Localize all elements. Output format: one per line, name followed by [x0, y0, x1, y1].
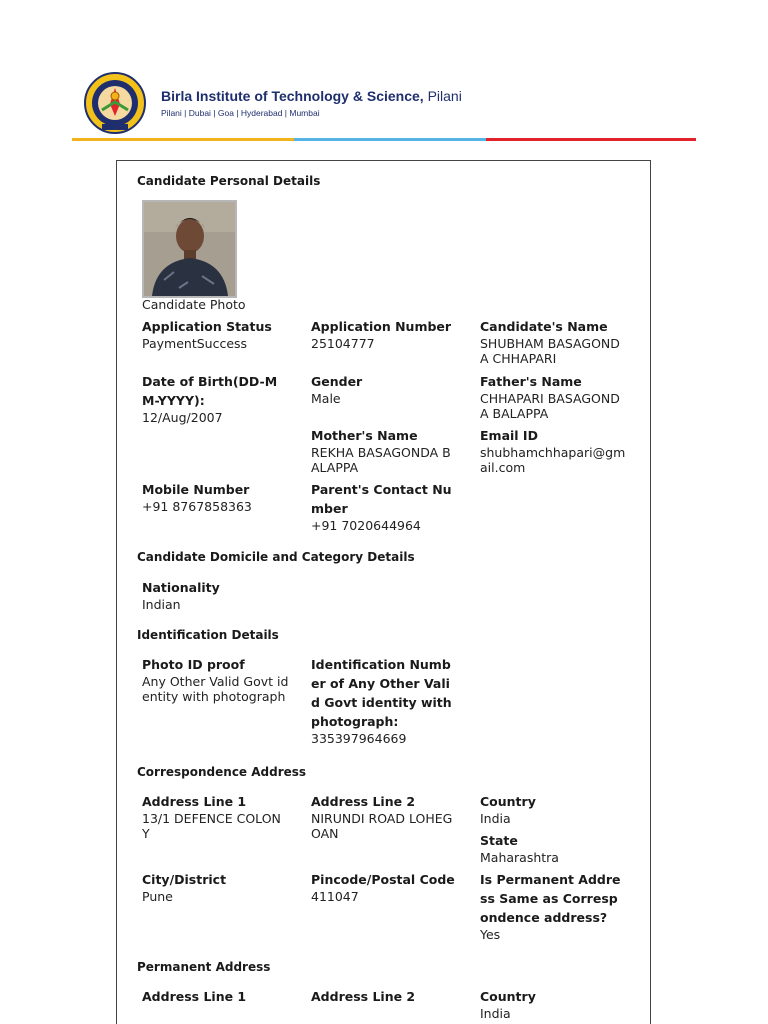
field-perm-country: Country India — [480, 989, 536, 1021]
candidate-photo-image — [144, 202, 235, 296]
candidate-photo — [142, 200, 237, 298]
section-title-permanent: Permanent Address — [137, 960, 271, 974]
field-corr-pincode: Pincode/Postal Code 411047 — [311, 872, 455, 904]
field-mother-name: Mother's Name REKHA BASAGONDA BALAPPA — [311, 428, 451, 475]
section-title-correspondence: Correspondence Address — [137, 765, 307, 779]
field-identification-number: Identification Number of Any Other Valid Govt identity with photograph: 335397964669 — [311, 657, 452, 746]
header-divider — [72, 138, 696, 141]
institute-name: Birla Institute of Technology & Science, Pilani — [161, 88, 462, 104]
application-details-card — [116, 160, 651, 1024]
photo-caption: Candidate Photo — [142, 297, 246, 312]
field-mobile-number: Mobile Number +91 8767858363 — [142, 482, 252, 514]
field-gender: Gender Male — [311, 374, 363, 406]
field-photo-id-proof: Photo ID proof Any Other Valid Govt identity with photograph — [142, 657, 289, 704]
field-application-status: Application Status PaymentSuccess — [142, 319, 272, 351]
section-title-identification: Identification Details — [137, 628, 279, 642]
field-corr-city: City/District Pune — [142, 872, 227, 904]
field-nationality: Nationality Indian — [142, 580, 220, 612]
field-father-name: Father's Name CHHAPARI BASAGONDA BALAPPA — [480, 374, 620, 421]
field-perm-address-line-2: Address Line 2 — [311, 989, 416, 1004]
field-parent-contact: Parent's Contact Number +91 7020644964 — [311, 482, 452, 533]
institute-header — [78, 70, 698, 142]
field-corr-state: State Maharashtra — [480, 833, 559, 865]
field-perm-address-line-1: Address Line 1 — [142, 989, 247, 1004]
field-application-number: Application Number 25104777 — [311, 319, 452, 351]
section-title-domicile: Candidate Domicile and Category Details — [137, 550, 415, 564]
field-email: Email ID shubhamchhapari@gmail.com — [480, 428, 626, 475]
field-corr-address-line-1: Address Line 1 13/1 DEFENCE COLONY — [142, 794, 281, 841]
field-corr-country: Country India — [480, 794, 536, 826]
field-date-of-birth: Date of Birth(DD-MM-YYYY): 12/Aug/2007 — [142, 374, 278, 425]
field-candidate-name: Candidate's Name SHUBHAM BASAGONDA CHHAPARI — [480, 319, 620, 366]
section-title-personal: Candidate Personal Details — [137, 174, 321, 188]
campus-list: Pilani | Dubai | Goa | Hyderabad | Mumbai — [161, 108, 320, 118]
field-permanent-same-as-correspondence: Is Permanent Address Same as Correspondence address? Yes — [480, 872, 621, 942]
field-corr-address-line-2: Address Line 2 NIRUNDI ROAD LOHEGOAN — [311, 794, 453, 841]
bits-logo-icon — [80, 72, 150, 134]
